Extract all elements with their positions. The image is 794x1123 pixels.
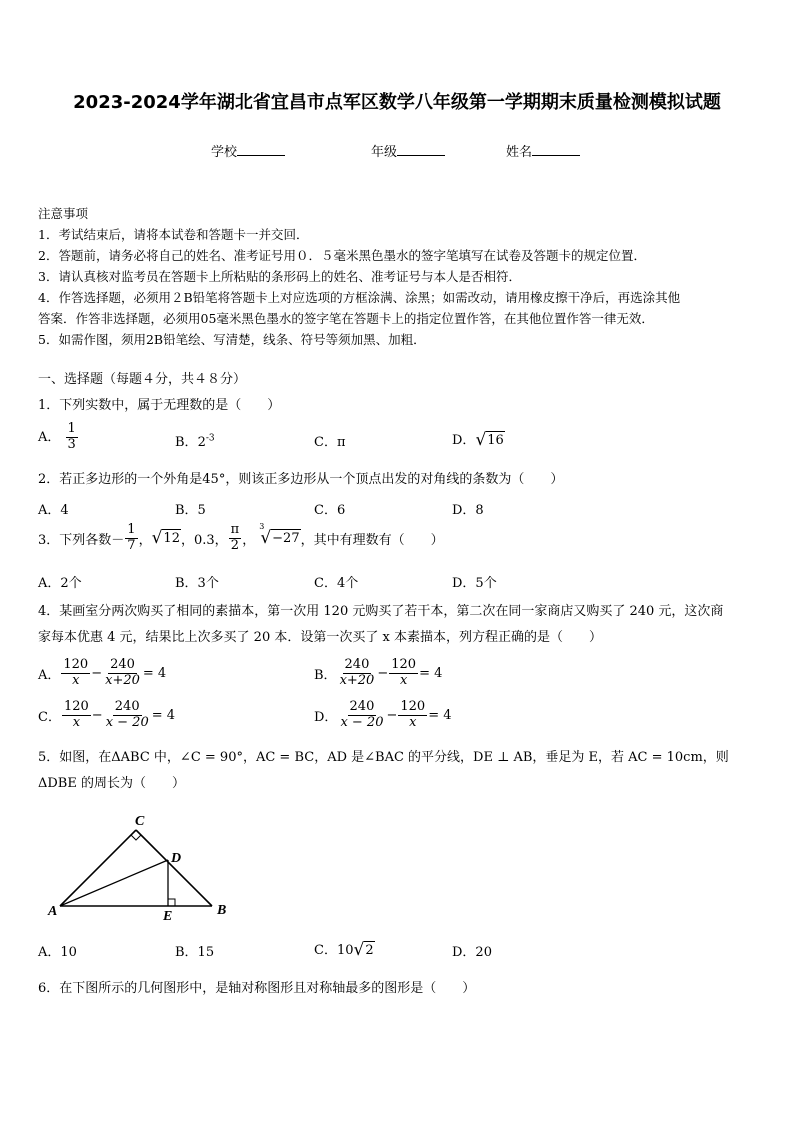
numerator: 1 <box>67 421 76 436</box>
numerator: 120 <box>63 657 89 672</box>
notice-item: 4．作答选择题，必须用２B铅笔将答题卡上对应选项的方框涂满、涂黑；如需改动，请用橡皮擦干净后，再选涂其他 <box>38 290 681 305</box>
option-label: D． <box>314 709 338 725</box>
numerator: 120 <box>63 699 89 714</box>
school-label: 学校 <box>211 145 238 160</box>
radical-icon: √ <box>260 527 272 548</box>
option-label: B． <box>314 667 337 683</box>
fraction <box>338 700 385 731</box>
option-label: A． <box>38 429 61 445</box>
grade-field <box>371 141 445 160</box>
numerator: 240 <box>344 657 370 672</box>
cube-root <box>255 521 300 548</box>
grade-blank[interactable] <box>397 143 445 156</box>
q3-option-c[interactable]: C．4个 <box>314 576 359 591</box>
segment-CB <box>136 830 212 906</box>
fraction <box>338 658 377 689</box>
page-title: 2023-2024学年湖北省宜昌市点军区数学八年级第一学期期末质量检测模拟试题 <box>73 92 721 113</box>
section-title: 一、选择题（每题４分，共４８分） <box>38 372 247 387</box>
sqrt <box>475 431 504 450</box>
numerator: 240 <box>349 699 375 714</box>
q5-option-c[interactable] <box>314 939 375 960</box>
equation-rhs: = 4 <box>428 707 452 723</box>
radical-icon: √ <box>475 430 487 450</box>
equation-rhs: = 4 <box>419 665 443 681</box>
denominator: x <box>72 672 80 688</box>
radicand: −27 <box>272 530 300 546</box>
denominator: 7 <box>127 537 136 553</box>
q1-option-b[interactable] <box>175 431 215 450</box>
numerator: 1 <box>127 522 136 537</box>
q5-option-a[interactable]: A．10 <box>38 945 77 960</box>
fraction <box>62 700 91 731</box>
minus-sign: − <box>377 665 389 681</box>
denominator: x+20 <box>339 672 375 688</box>
minus-sign: − <box>91 707 103 723</box>
q5-option-b[interactable]: B．15 <box>175 945 215 960</box>
q1-option-a[interactable] <box>38 422 79 453</box>
denominator: 3 <box>67 436 76 452</box>
exponent: -3 <box>205 433 215 444</box>
option-label: B． <box>175 435 198 450</box>
q5-option-d[interactable]: D．20 <box>452 945 492 960</box>
denominator: x <box>409 714 417 730</box>
minus-sign: − <box>91 665 103 681</box>
segment-AC <box>60 830 136 906</box>
fraction <box>229 523 242 554</box>
stem-text: 3．下列各数－ <box>38 532 125 548</box>
option-label: C． <box>314 435 337 450</box>
segment-AD <box>60 860 168 906</box>
stem-text: ，其中有理数有（ ） <box>300 532 444 548</box>
option-label: C． <box>38 709 61 725</box>
fraction <box>125 523 137 554</box>
notice-item: 1．考试结束后，请将本试卷和答题卡一并交回． <box>38 227 309 242</box>
fraction <box>104 700 151 731</box>
denominator: x − 20 <box>105 714 149 730</box>
q4-option-d[interactable] <box>314 700 452 731</box>
school-blank[interactable] <box>237 143 285 156</box>
fraction <box>66 422 78 453</box>
option-label: A． <box>38 667 61 683</box>
radicand: 16 <box>487 433 504 448</box>
label-B: B <box>217 903 227 918</box>
equation-rhs: = 4 <box>142 665 167 681</box>
denominator: x <box>399 672 408 688</box>
numerator: 120 <box>400 699 426 714</box>
radicand: 2 <box>365 943 374 958</box>
numerator: π <box>230 522 240 537</box>
label-E: E <box>163 909 173 924</box>
triangle-figure <box>40 808 240 924</box>
fraction <box>389 658 418 689</box>
label-D: D <box>171 851 182 866</box>
notice-item: 5．如需作图，须用2B铅笔绘、写清楚，线条、符号等须加黑、加粗． <box>38 332 426 347</box>
fraction <box>61 658 90 689</box>
fraction <box>103 658 142 689</box>
name-label: 姓名 <box>506 145 533 160</box>
numerator: 120 <box>391 657 417 672</box>
label-C: C <box>135 814 145 829</box>
radical-icon: √ <box>151 527 163 548</box>
stem-line: ΔDBE 的周长为（ ） <box>38 776 185 791</box>
grade-label: 年级 <box>371 145 398 160</box>
notice-block <box>38 203 758 350</box>
school-field <box>211 141 285 160</box>
q3-option-d[interactable]: D．5个 <box>452 576 497 591</box>
question-1-stem: 1．下列实数中，属于无理数的是（ ） <box>38 398 281 413</box>
question-6-stem: 6．在下图所示的几何图形中，是轴对称图形且对称轴最多的图形是（ ） <box>38 981 476 996</box>
notice-item: 3．请认真核对监考员在答题卡上所粘贴的条形码上的姓名、准考证号与本人是否相符． <box>38 269 521 284</box>
right-angle-mark-E <box>168 899 175 906</box>
fraction <box>398 700 427 731</box>
right-angle-mark-C <box>131 835 141 840</box>
stem-text: ，0.3， <box>180 532 228 548</box>
denominator: x+20 <box>105 672 140 688</box>
stem-line: 家每本优惠 4 元，结果比上次多买了 20 本．设第一次买了 x 本素描本，列方程正确的是（ ） <box>38 630 602 645</box>
denominator: 2 <box>230 537 240 553</box>
q4-option-a[interactable] <box>38 658 166 689</box>
minus-sign: − <box>386 707 398 723</box>
label-A: A <box>48 904 58 919</box>
pi-value: π <box>336 435 346 450</box>
q2-option-c[interactable]: C．6 <box>314 503 346 518</box>
q4-option-c[interactable] <box>38 700 175 731</box>
question-5-stem <box>38 745 758 797</box>
numerator: 240 <box>110 657 135 672</box>
option-label: C．10 <box>314 943 354 958</box>
sqrt <box>152 529 181 548</box>
sqrt <box>354 941 375 960</box>
question-3-stem <box>38 523 444 554</box>
radical-icon: √ <box>353 940 365 960</box>
notice-item: 2．答题前，请务必将自己的姓名、准考证号用０．５毫米黑色墨水的签字笔填写在试卷及答题卡的规定位置． <box>38 248 646 263</box>
root-index: 3 <box>259 521 265 531</box>
q2-option-b[interactable]: B．5 <box>175 503 206 518</box>
question-4-stem <box>38 599 758 651</box>
q1-option-d[interactable] <box>452 429 505 450</box>
equation-rhs: = 4 <box>151 707 176 723</box>
option-label: D． <box>452 433 476 448</box>
q1-option-c[interactable] <box>314 431 346 450</box>
notice-item: 答案．作答非选择题，必须用05毫米黑色墨水的签字笔在答题卡上的指定位置作答，在其他位置作答一律无效． <box>38 311 654 326</box>
q3-option-a[interactable]: A．2个 <box>38 576 82 591</box>
name-field <box>506 141 580 160</box>
notice-heading: 注意事项 <box>38 206 89 221</box>
numerator: 240 <box>114 699 140 714</box>
q4-option-b[interactable] <box>314 658 442 689</box>
denominator: x <box>72 714 81 730</box>
q2-option-d[interactable]: D．8 <box>452 503 484 518</box>
denominator: x − 20 <box>340 714 384 730</box>
base: 2 <box>197 435 206 450</box>
separator: ， <box>138 532 152 548</box>
radicand: 12 <box>163 530 180 546</box>
question-2-stem: 2．若正多边形的一个外角是45°，则该正多边形从一个顶点出发的对角线的条数为（ ） <box>38 472 564 487</box>
q2-option-a[interactable]: A．4 <box>38 503 69 518</box>
separator: ， <box>242 532 256 548</box>
stem-line: 4．某画室分两次购买了相同的素描本，第一次用 120 元购买了若干本，第二次在同一家商店又购买了 240 元，这次商 <box>38 604 724 619</box>
stem-line: 5．如图，在ΔABC 中，∠C = 90°，AC = BC，AD 是∠BAC 的平分线，DE ⊥ AB，垂足为 E，若 AC = 10cm，则 <box>38 750 729 765</box>
q3-option-b[interactable]: B．3个 <box>175 576 219 591</box>
name-blank[interactable] <box>532 143 580 156</box>
